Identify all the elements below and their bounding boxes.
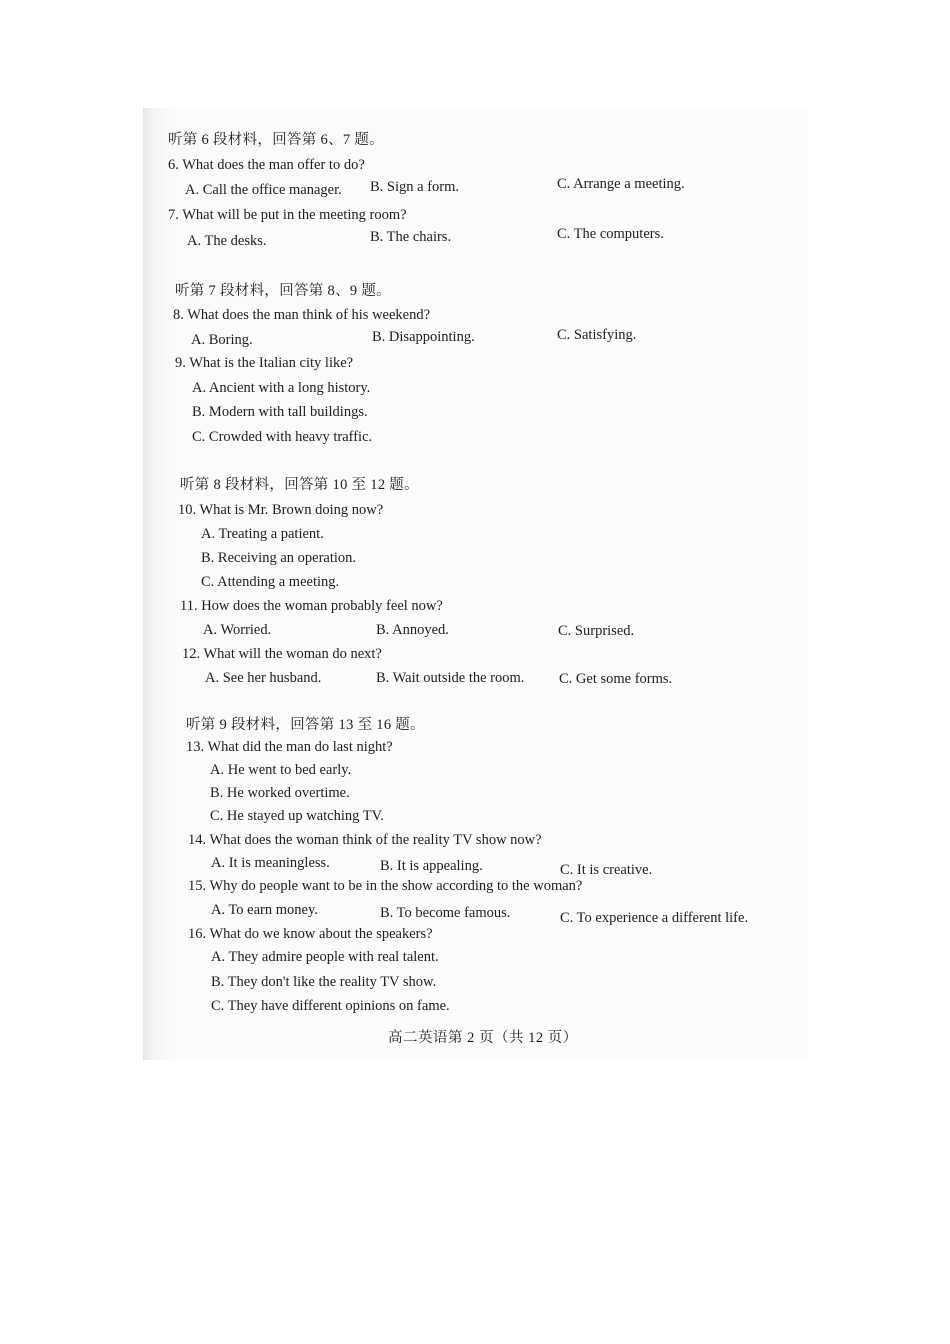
option-a: A. They admire people with real talent.: [211, 949, 439, 965]
question-stem: 10. What is Mr. Brown doing now?: [178, 502, 384, 518]
option-c: C. Get some forms.: [559, 671, 673, 687]
section-heading: 听第 6 段材料，回答第 6、7 题。: [168, 132, 384, 148]
option-a: A. Worried.: [203, 622, 272, 638]
question-stem: 15. Why do people want to be in the show according to the woman?: [188, 878, 583, 894]
page-footer: 高二英语第 2 页（共 12 页）: [388, 1030, 578, 1046]
option-a: A. He went to bed early.: [210, 762, 352, 778]
question-stem: 12. What will the woman do next?: [182, 646, 382, 662]
option-a: A. See her husband.: [205, 670, 322, 686]
option-b: B. It is appealing.: [380, 858, 483, 874]
option-c: C. Crowded with heavy traffic.: [192, 429, 373, 445]
option-c: C. It is creative.: [560, 862, 653, 878]
option-b: B. The chairs.: [370, 229, 452, 245]
question-stem: 16. What do we know about the speakers?: [188, 926, 433, 942]
option-c: C. To experience a different life.: [560, 910, 749, 926]
question-stem: 11. How does the woman probably feel now?: [180, 598, 443, 614]
section-heading: 听第 8 段材料，回答第 10 至 12 题。: [180, 477, 419, 493]
question-stem: 14. What does the woman think of the reality TV show now?: [188, 832, 542, 848]
option-a: A. Boring.: [191, 332, 253, 348]
question-stem: 7. What will be put in the meeting room?: [168, 207, 407, 223]
option-c: C. Satisfying.: [557, 327, 637, 343]
option-b: B. Modern with tall buildings.: [192, 404, 368, 420]
option-b: B. They don't like the reality TV show.: [211, 974, 437, 990]
question-stem: 9. What is the Italian city like?: [175, 355, 354, 371]
option-a: A. Ancient with a long history.: [192, 380, 371, 396]
section-heading: 听第 9 段材料，回答第 13 至 16 题。: [186, 717, 425, 733]
option-c: C. Surprised.: [558, 623, 635, 639]
question-stem: 6. What does the man offer to do?: [168, 157, 365, 173]
option-b: B. Disappointing.: [372, 329, 475, 345]
option-a: A. The desks.: [187, 233, 267, 249]
option-a: A. It is meaningless.: [211, 855, 330, 871]
option-b: B. To become famous.: [380, 905, 511, 921]
question-stem: 13. What did the man do last night?: [186, 739, 393, 755]
option-b: B. Sign a form.: [370, 179, 460, 195]
option-b: B. He worked overtime.: [210, 785, 350, 801]
option-b: B. Annoyed.: [376, 622, 449, 638]
option-a: A. To earn money.: [211, 902, 318, 918]
option-c: C. Arrange a meeting.: [557, 176, 685, 192]
option-a: A. Call the office manager.: [185, 182, 342, 198]
option-c: C. They have different opinions on fame.: [211, 998, 450, 1014]
question-stem: 8. What does the man think of his weekend?: [173, 307, 431, 323]
option-a: A. Treating a patient.: [201, 526, 324, 542]
option-b: B. Receiving an operation.: [201, 550, 357, 566]
option-b: B. Wait outside the room.: [376, 670, 525, 686]
section-heading: 听第 7 段材料，回答第 8、9 题。: [175, 283, 391, 299]
option-c: C. The computers.: [557, 226, 664, 242]
option-c: C. Attending a meeting.: [201, 574, 340, 590]
option-c: C. He stayed up watching TV.: [210, 808, 384, 824]
